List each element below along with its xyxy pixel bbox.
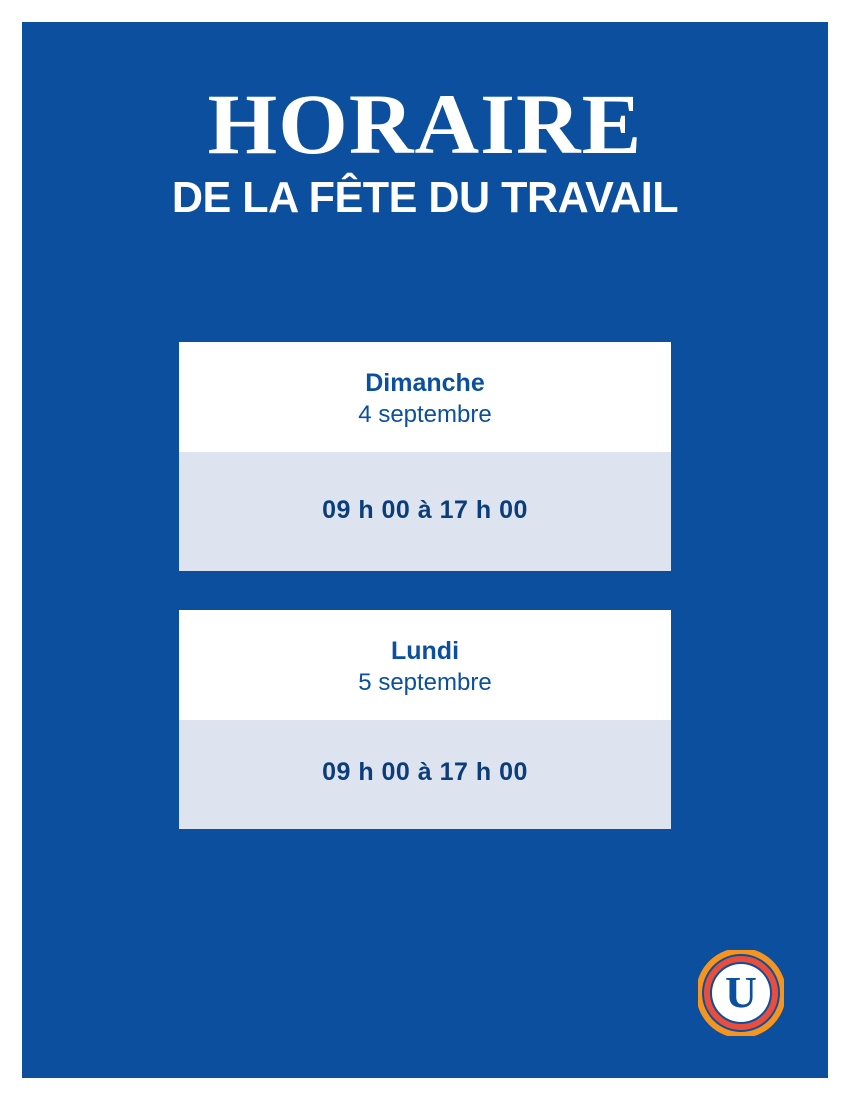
u-logo-letter: U	[725, 968, 757, 1017]
poster-canvas	[22, 22, 828, 1078]
schedule-card	[179, 610, 671, 829]
schedule-card	[179, 342, 671, 571]
schedule-card-header	[179, 610, 671, 720]
page-subtitle: DE LA FÊTE DU TRAVAIL	[171, 172, 679, 222]
schedule-date: 5 septembre	[358, 669, 492, 697]
title-block	[22, 76, 828, 222]
schedule-hours: 09 h 00 à 17 h 00	[179, 720, 671, 829]
u-logo	[698, 950, 784, 1036]
schedule-hours: 09 h 00 à 17 h 00	[179, 452, 671, 571]
schedule-day: Dimanche	[365, 369, 485, 397]
schedule-day: Lundi	[390, 637, 460, 665]
page-title: HORAIRE	[207, 76, 643, 172]
schedule-date: 4 septembre	[358, 401, 492, 429]
schedule-card-header	[179, 342, 671, 452]
